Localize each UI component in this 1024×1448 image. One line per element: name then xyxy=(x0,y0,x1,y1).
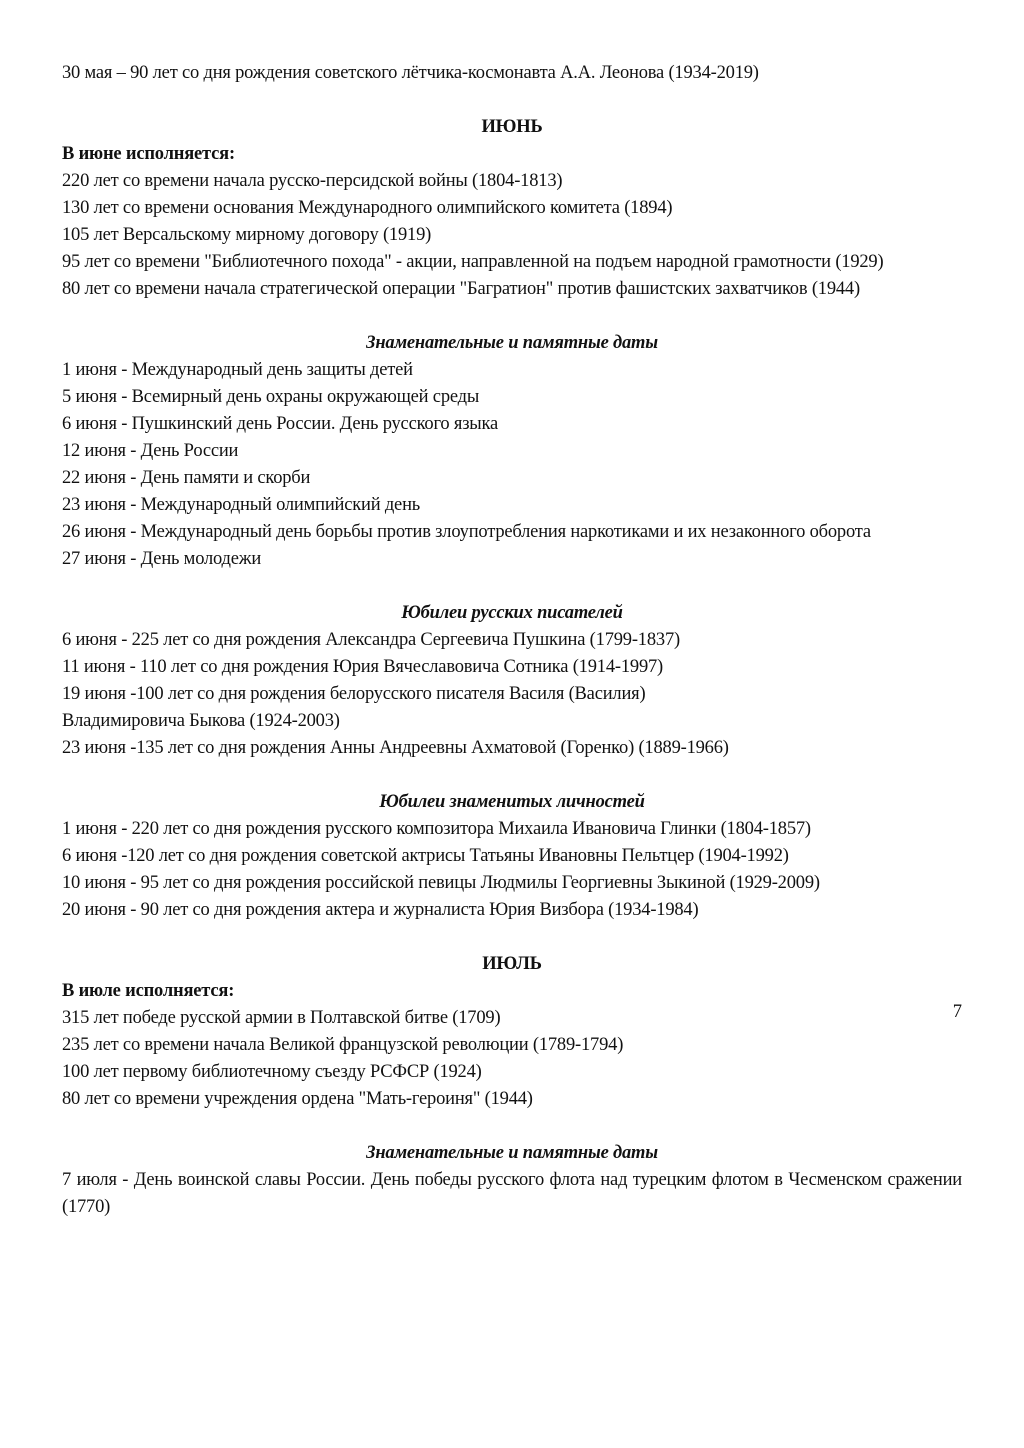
list-item: 20 июня - 90 лет со дня рождения актера и журналиста Юрия Визбора (1934-1984) xyxy=(62,900,699,920)
month-title-july: ИЮЛЬ xyxy=(482,954,542,974)
july-anniversaries-heading: В июле исполняется: xyxy=(62,981,235,1001)
list-item: 220 лет со времени начала русско-персидской войны (1804-1813) xyxy=(62,171,563,191)
list-item: 130 лет со времени основания Международного олимпийского комитета (1894) xyxy=(62,198,673,218)
list-item: 23 июня - Международный олимпийский день xyxy=(62,495,421,515)
list-item: 1 июня - 220 лет со дня рождения русского композитора Михаила Ивановича Глинки (1804-1857) xyxy=(62,819,811,839)
list-item: 23 июня -135 лет со дня рождения Анны Андреевны Ахматовой (Горенко) (1889-1966) xyxy=(62,738,729,758)
list-item: 95 лет со времени "Библиотечного похода" - акции, направленной на подъем народной грамотности (1929) xyxy=(62,252,884,272)
section-title-july-memorable: Знаменательные и памятные даты xyxy=(366,1143,658,1163)
month-title-june: ИЮНЬ xyxy=(481,117,543,137)
list-item: 6 июня -120 лет со дня рождения советской актрисы Татьяны Ивановны Пельтцер (1904-1992) xyxy=(62,846,789,866)
list-item: 10 июня - 95 лет со дня рождения российской певицы Людмилы Георгиевны Зыкиной (1929-2009) xyxy=(62,873,820,893)
list-item: 105 лет Версальскому мирному договору (1919) xyxy=(62,225,432,245)
section-title-june-personalities: Юбилеи знаменитых личностей xyxy=(379,792,645,812)
list-item: 12 июня - День России xyxy=(62,441,239,461)
list-item: 235 лет со времени начала Великой французской революции (1789-1794) xyxy=(62,1035,624,1055)
june-anniversaries-heading: В июне исполняется: xyxy=(62,144,235,164)
list-item: 100 лет первому библиотечному съезду РСФСР (1924) xyxy=(62,1062,482,1082)
list-item: 6 июня - Пушкинский день России. День русского языка xyxy=(62,414,499,434)
list-item: 7 июля - День воинской славы России. День победы русского флота над турецким флотом в Чесменском сражении (1770) xyxy=(62,1170,962,1217)
list-item: 19 июня -100 лет со дня рождения белорусского писателя Василя (Василия) xyxy=(62,684,646,704)
list-item: 80 лет со времени начала стратегической операции "Багратион" против фашистских захватчиков (1944) xyxy=(62,279,860,299)
section-title-june-memorable: Знаменательные и памятные даты xyxy=(366,333,658,353)
list-item: 6 июня - 225 лет со дня рождения Александра Сергеевича Пушкина (1799-1837) xyxy=(62,630,680,650)
list-item: 22 июня - День памяти и скорби xyxy=(62,468,311,488)
list-item: 1 июня - Международный день защиты детей xyxy=(62,360,413,380)
section-title-june-writers: Юбилеи русских писателей xyxy=(401,603,623,623)
document-page xyxy=(62,60,962,1221)
list-item: Владимировича Быкова (1924-2003) xyxy=(62,711,340,731)
list-item: 5 июня - Всемирный день охраны окружающей среды xyxy=(62,387,480,407)
list-item: 26 июня - Международный день борьбы против злоупотребления наркотиками и их незаконного оборота xyxy=(62,522,871,542)
list-item: 80 лет со времени учреждения ордена "Мать-героиня" (1944) xyxy=(62,1089,533,1109)
list-item: 315 лет победе русской армии в Полтавской битве (1709) xyxy=(62,1008,501,1028)
page-number: 7 xyxy=(952,1002,962,1022)
list-item: 27 июня - День молодежи xyxy=(62,549,262,569)
top-line: 30 мая – 90 лет со дня рождения советского лётчика-космонавта А.А. Леонова (1934-2019) xyxy=(62,63,759,83)
list-item: 11 июня - 110 лет со дня рождения Юрия Вячеславовича Сотника (1914-1997) xyxy=(62,657,664,677)
